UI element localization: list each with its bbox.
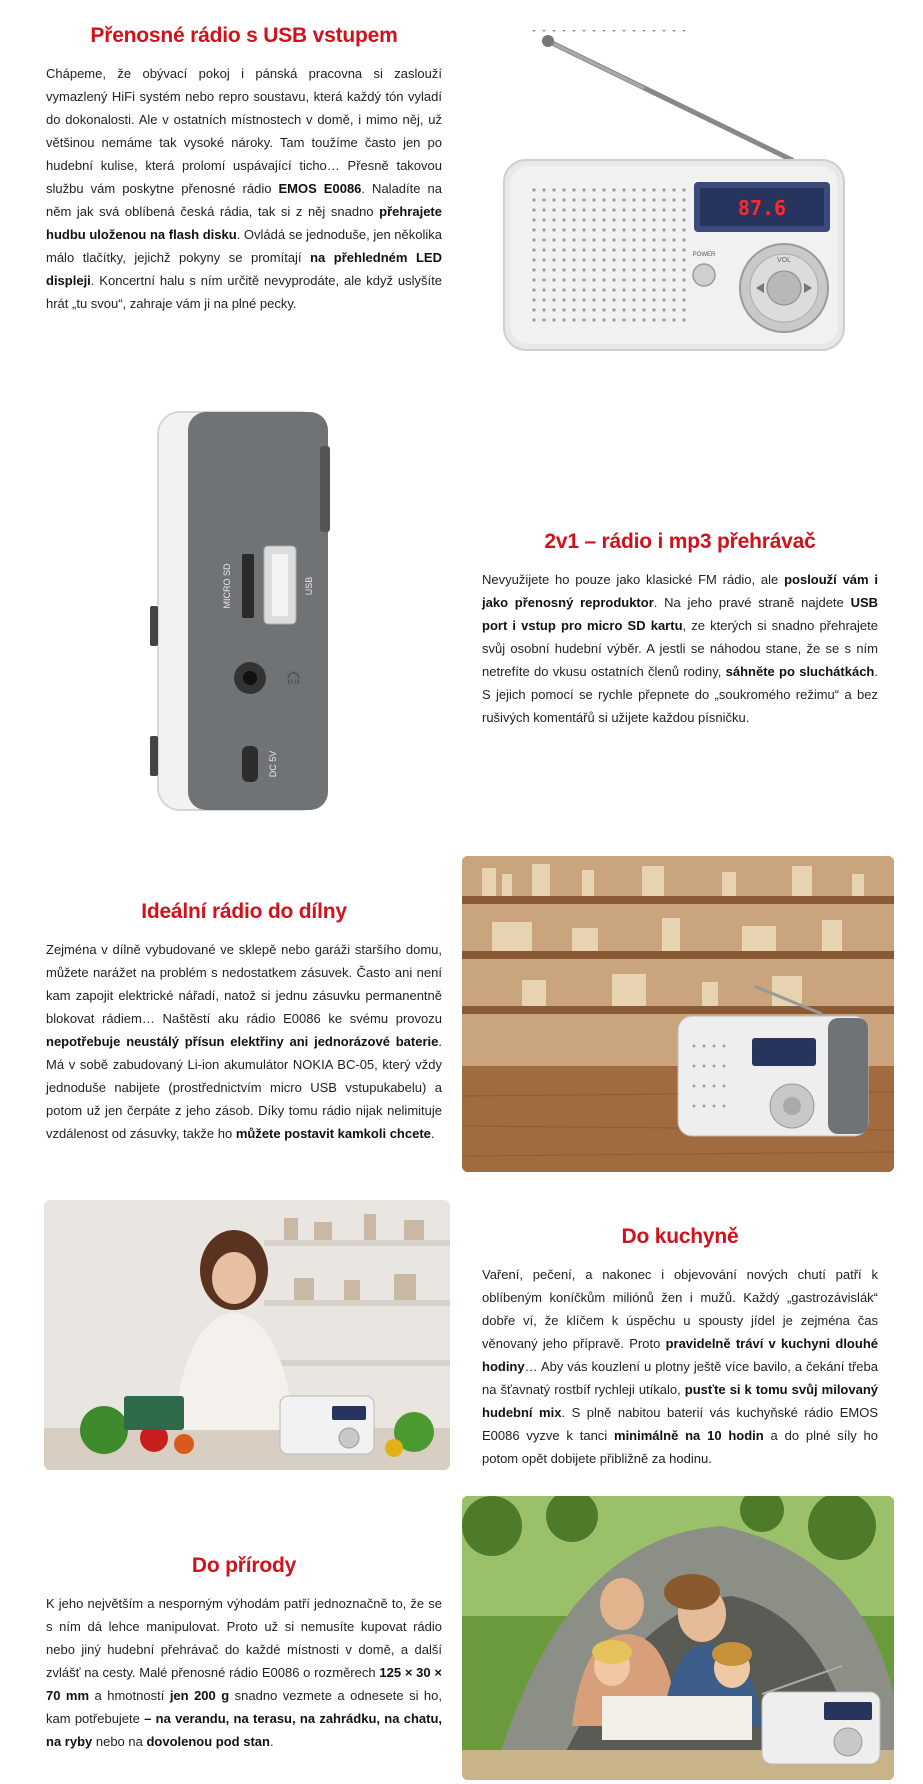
text-run: snadno vezmete a odnesete si ho, kam potřebujete (46, 1688, 443, 1726)
text-run: . Ovládá se jednoduše, jen několika málo tlačítky, jejichž pokyny se promítají (46, 227, 442, 265)
power-label: POWER (692, 252, 716, 258)
text-run: a do plné síly ho potom opět dobijete přibližně za hodinu. (482, 1428, 879, 1466)
bold-text-run: jen 200 g (169, 1688, 230, 1703)
bold-text-run: pravidelně tráví v kuchyni dlouhé hodiny (482, 1336, 878, 1374)
bold-text-run: 125 × 30 × 70 mm (46, 1665, 442, 1703)
section-text (46, 938, 442, 1145)
text-run: nebo na (92, 1734, 147, 1749)
bold-text-run: pusťte si k tomu svůj milovaný hudební mix (482, 1382, 879, 1420)
kitchen-photo (44, 1200, 450, 1470)
text-run: . (269, 1734, 274, 1749)
text-run: . Naladíte na něm jak svá oblíbená česká rádia, tak si z něj snadno (46, 181, 442, 219)
section-text (482, 568, 878, 729)
bold-text-run: nepotřebuje neustálý přísun elektřiny ani jednorázové baterie (46, 1034, 439, 1049)
section-nature (46, 1554, 442, 1753)
text-run: . S plně nabitou baterií vás kuchyňské rádio EMOS E0086 vyzve k tanci (482, 1405, 878, 1443)
bold-text-run: na přehledném LED displeji (46, 250, 442, 288)
section-title: Do přírody (191, 1554, 297, 1577)
section-workshop (46, 900, 442, 1145)
text-run: Nevyužijete ho pouze jako klasické FM rádio, ale (482, 572, 785, 587)
radio-side-image (150, 406, 340, 816)
vol-label: VOL (776, 257, 792, 264)
text-run: . Koncertní halu s ním určitě nevyprodáte, ale když uslyšíte hrát „tu svou“, zahraje vám ji na plné pecky. (46, 273, 442, 311)
text-run: … Aby vás kouzlení u plotny ještě více bavilo, a čekání třeba na šťavnatý rostbíf rychleji utíkalo, (482, 1359, 878, 1397)
bold-text-run: můžete postavit kamkoli chcete (235, 1126, 431, 1141)
section-text (46, 62, 442, 315)
text-run: Chápeme, že obývací pokoj i pánská pracovna si zaslouží vymazlený HiFi systém nebo repro soustavu, která každý tón vyladí do dokonalosti. Ale v ostatních místnostech v domě, i mimo něj, už většinou nemáme tak vysoké nároky. Tam toužíme často jen po hudební kulise, která prolomí uspávající ticho… Přesně takovou službu vám poskytne přenosné rádio (46, 66, 442, 196)
bold-text-run: sáhněte po sluchátkách (725, 664, 875, 679)
micro-sd-label: MICRO SD (222, 563, 232, 609)
text-run: , ze kterých si snadno přehrajete svůj osobní hudební výběr. A jestli se náhodou stane, že se s ním netrefíte do vkusu ostatních členů rodiny, (482, 618, 878, 679)
dc-label: DC 5V (268, 750, 278, 778)
bold-text-run: – na verandu, na terasu, na zahrádku, na chatu, na ryby (46, 1711, 442, 1749)
section-title: 2v1 – rádio i mp3 přehrávač (544, 530, 816, 553)
text-run: . S jejich pomocí se rychle přepnete do „soukromého režimu“ a bez rušivých komentářů si užijete každou písničku. (482, 664, 878, 725)
display-digits: 87.6 (737, 196, 787, 220)
bold-text-run: USB port i vstup pro micro SD kartu (482, 595, 879, 633)
section-kitchen (482, 1225, 878, 1470)
section-title: Do kuchyně (621, 1225, 739, 1248)
workshop-photo (462, 856, 894, 1172)
bold-text-run: přehrajete hudbu uloženou na flash disku (46, 204, 442, 242)
text-run: . Na jeho pravé straně najdete (653, 595, 851, 610)
text-run: . Má v sobě zabudovaný Li-ion akumulátor NOKIA BC-05, který vždy jednoduše nabijete (prostřednictvím micro USB vstupukabelu) a potom už jen čerpáte z jeho zásob. Díky tomu rádio nijak nelimituje vzdálenost od zásuvky, takže ho (46, 1034, 442, 1141)
section-text (482, 1263, 878, 1470)
section-title: Přenosné rádio s USB vstupem (90, 24, 398, 47)
text-run: Zejména v dílně vybudované ve sklepě nebo garáži staršího domu, můžete narážet na problém s nedostatkem zásuvek. Často ani není kam zapojit elektrické nářadí, natož si jednu zásuvku permanentně blokovat rádiem… Naštěstí aku rádio E0086 ke svému provozu (46, 942, 442, 1026)
text-run: . (430, 1126, 435, 1141)
bold-text-run: poslouží vám i jako přenosný reproduktor (482, 572, 878, 610)
text-run: K jeho největším a nesporným výhodám patří jednoznačně to, že se s ním dá lehce manipulovat. Proto už si nemusíte kupovat rádio nebo jiný hudební přehrávač do každé místnosti v domě, a další zvlášť na cesty. Malé přenosné rádio E0086 o rozměrech (46, 1596, 442, 1680)
headphones-icon: 🎧 (286, 671, 301, 685)
bold-text-run: EMOS E0086 (278, 181, 362, 196)
text-run: a hmotností (89, 1688, 170, 1703)
section-usb-radio (46, 24, 442, 315)
usb-label: USB (304, 576, 314, 596)
camping-photo (462, 1496, 894, 1780)
section-2in1 (482, 530, 878, 729)
bold-text-run: minimálně na 10 hodin (614, 1428, 764, 1443)
bold-text-run: dovolenou pod stan (146, 1734, 270, 1749)
text-run: Vaření, pečení, a nakonec i objevování nových chutí patří k oblíbeným koníčkům miliónů žen i mužů. Každý „gastrozávislák“ dobře ví, že klíčem k úspěchu u spousty jídel je zejména čas věnovaný jeho přípravě. Proto (482, 1267, 878, 1351)
section-text (46, 1592, 442, 1753)
section-title: Ideální rádio do dílny (141, 900, 347, 923)
radio-front-image (494, 30, 854, 352)
